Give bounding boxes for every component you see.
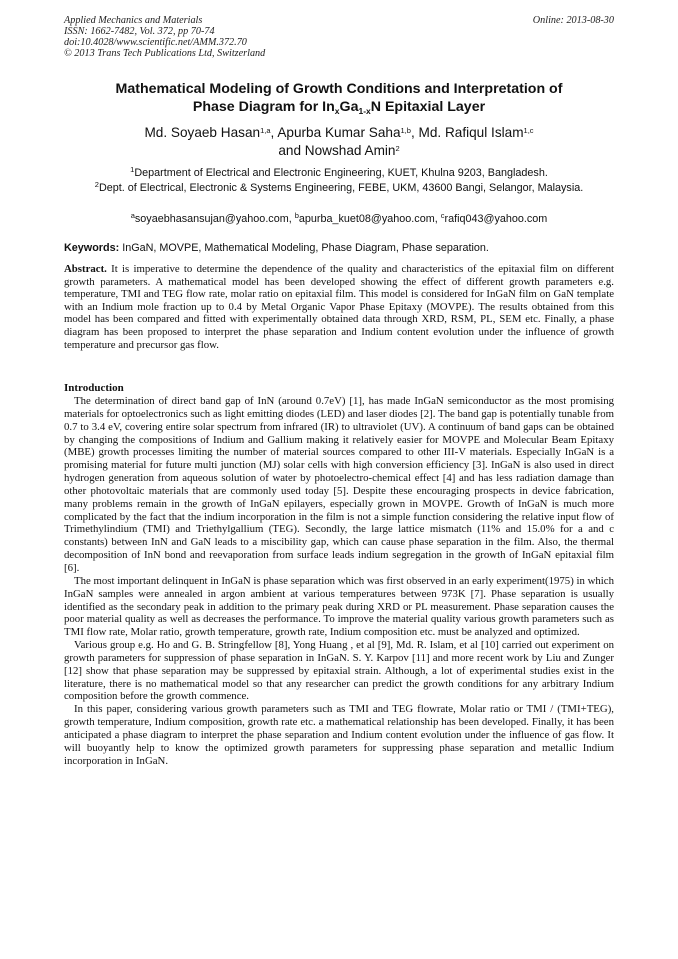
author-emails: $^a$soyaebhasansujan@yahoo.com, $^b$apurba_kuet08@yahoo.com, $^c$rafiq043@yahoo.com [130, 211, 548, 225]
paragraph: In this paper, considering various growth parameters such as TMI and TEG flowrate, Molar ratio or TMI / (TMI+TEG), growth temperature, Indium composition, growth rate etc. a mathematical relationship has been developed. Finally, it has been anticipated a phase diagram to interpret the phase separation and Indium content evolution under the influence of gas flow. It will buoyantly help to know the optimized growth parameters for suppressing phase separation and metallic Indium incorporation in InGaN. [64, 703, 614, 767]
affiliation-1: $^1$Department of Electrical and Electronic Engineering, KUET, Khulna 9203, Bangladesh. [130, 165, 548, 179]
journal-header [64, 15, 265, 59]
abstract-text: It is imperative to determine the dependence of the quality and characteristics of the epitaxial film on different growth parameters. A mathematical model has been developed showing the effect of different growth parameters e.g. temperature, TMI and TEG flow rate, molar ratio on epitaxial film. This model is considered for InGaN film on GaN template with an Indium mole fraction up to 0.4 by Metal Organic Vapor Phase Epitaxy (MOVPE). The results obtained from this model has been compared and fitted with experimentally obtained data through XRD, RSM, PL, SEM etc. Finally, a phase diagram has been proposed to interpret the phase separation and Indium content evolution under the influence of growth temperature and precursor gas flow. [64, 263, 614, 351]
author-name: Md. Soyaeb Hasan [144, 125, 261, 140]
author-name: Md. Rafiqul Islam [418, 125, 524, 140]
author-name: Apurba Kumar Saha [277, 125, 401, 140]
introduction-body [64, 395, 614, 767]
affiliations [64, 166, 614, 195]
paragraph: Various group e.g. Ho and G. B. Stringfellow [8], Yong Huang , et al [9], Md. R. Islam, et al [10] carried out experiment on growth parameters for suppression of phase separation in InGaN. S. Y. Karpov [11] and more recent work by Liu and Zunger [12] show that phase separation may be suppressed by epitaxial strain. Although, a lot of experimental studies exist in the literature, there is no mathematical model so that any researcher can predict the growth conditions for any arbitrary Indium composition before the growth commence. [64, 639, 614, 703]
affiliation-2: $^2$Dept. of Electrical, Electronic & Systems Engineering, FEBE, UKM, 43600 Bangi, Selangor, Malaysia. [94, 179, 584, 194]
email-link: rafiq043@yahoo.com [444, 213, 548, 225]
email-link: soyaebhasansujan@yahoo.com, [134, 213, 295, 225]
section-heading-introduction: Introduction [64, 382, 124, 394]
keywords [64, 241, 614, 255]
abstract-label: Abstract. [64, 263, 107, 275]
issn-line: ISSN: 1662-7482, Vol. 372, pp 70-74 [64, 26, 215, 37]
online-date: Online: 2013-08-30 [532, 15, 614, 26]
paragraph: The determination of direct band gap of InN (around 0.7eV) [1], has made InGaN semiconductor as the most promising materials for optoelectronics such as light emitting diodes (LED) and laser diodes [2]. The band gap is potentially tunable from 0.7 to 3.4 eV, covering entire solar spectrum from infrared (IR) to ultraviolet (UV). A continuum of band gaps can be obtained by changing the compositions of Indium and Gallium making it relatively easier for MOVPE and Molecular Beam Epitaxy (MBE) growth processes limiting the number of material sources compared to other III-V materials. Especially InGaN is a promising material for future multi junction (MJ) solar cells with high conversion efficiency [3]. InGaN is also used in direct hydrogen generation from aqueous solution of water by photoelectro-chemical effect [4] and has less radiation damage than other photovoltaic materials that are commonly used today [5]. Despite these encouraging prospects in device fabrication, many problems remain in the growth of InGaN epilayers, especially grown in MOVPE. Growth of InGaN is much more complicated by the fact that the indium incorporation in the film is not a simple function considering the relative input flow of Trimethylindium (TMI) and Triethylgallium (TEG). Secondly, the large lattice mismatch (11% and 15.0% for a and c constants) between InN and GaN leads to a miscibility gap, which can cause phase separation in the film. Also, the thermal decomposition of InN bond and reevaporation from surface leads indium segregation in the growth of InGaN epitaxial film [6]. [64, 395, 614, 574]
keywords-text: InGaN, MOVPE, Mathematical Modeling, Phase Diagram, Phase separation. [119, 242, 489, 254]
author-list: Md. Soyaeb Hasan$^{1,a}$, Apurba Kumar Saha$^{1,b}$, Md. Rafiqul Islam$^{1,c}$ and Nowshad Amin$^2$ [144, 125, 534, 158]
paragraph: The most important delinquent in InGaN is phase separation which was first observed in an early experiment(1975) in which InGaN samples were annealed in argon ambient at various temperatures between 973K [7]. Phase separation is usually identified as the secondary peak in addition to the primary peak during XRD or PL measurement. Phase separation causes the poor material quality as well as decreases the performance. To improve the material quality various growth parameters such as TMI flow rate, Molar ratio, growth temperature, growth rate, Indium composition etc. must be analyzed and optimized. [64, 574, 614, 639]
abstract [64, 263, 614, 351]
journal-name: Applied Mechanics and Materials [64, 15, 203, 26]
title-line-2: Phase Diagram for $In_xGa_{1-x}N$ Epitaxial Layer [192, 99, 486, 116]
email-link: apurba_kuet08@yahoo.com, [298, 213, 441, 225]
copyright-line: © 2013 Trans Tech Publications Ltd, Switzerland [64, 48, 266, 59]
paper-title [64, 80, 614, 116]
keywords-label: Keywords: [64, 242, 120, 254]
title-line-1: Mathematical Modeling of Growth Conditions and Interpretation of [115, 81, 563, 97]
doi-line: doi:10.4028/www.scientific.net/AMM.372.70 [64, 37, 247, 48]
author-name: and Nowshad Amin [278, 143, 396, 158]
